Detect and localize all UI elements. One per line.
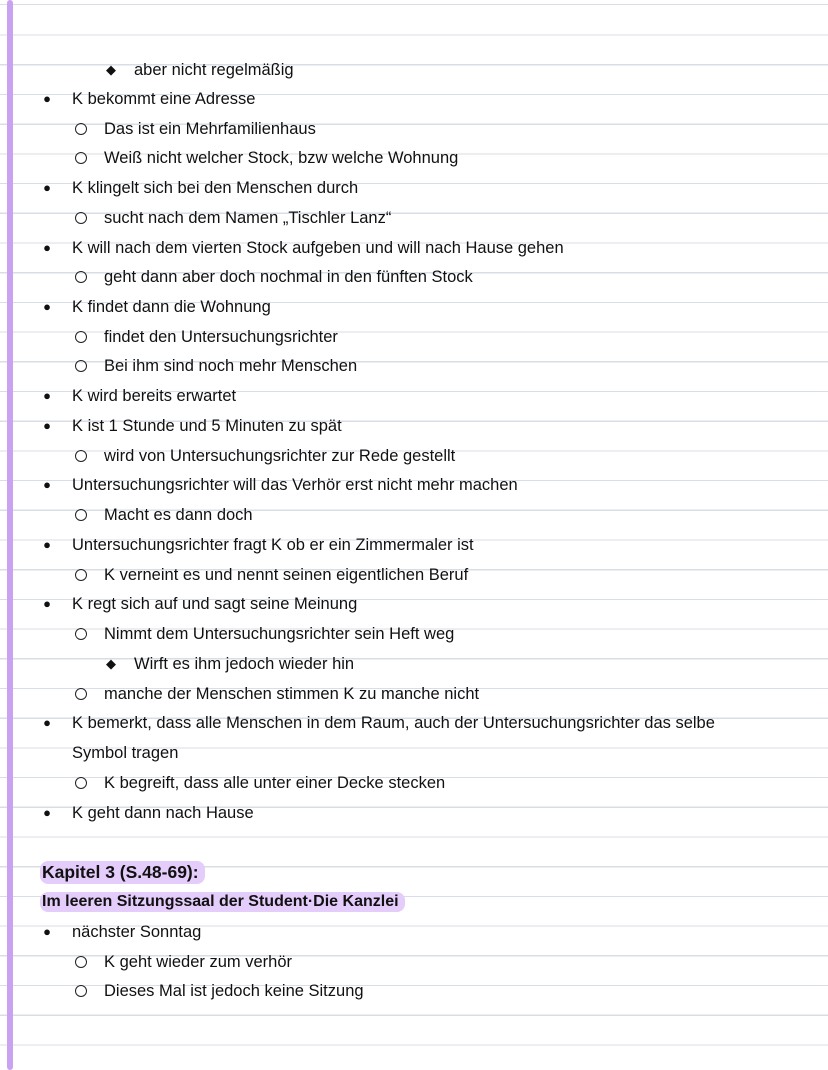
bullet-icon: ● (43, 388, 51, 403)
list-item-text: K bekommt eine Adresse (72, 90, 256, 108)
bullet-icon: ● (43, 299, 51, 314)
chapter-subtitle (40, 887, 405, 917)
bullet-icon: ● (43, 180, 51, 195)
list-item-text: K begreift, dass alle unter einer Decke stecken (104, 774, 446, 792)
circle-bullet-icon (72, 500, 90, 530)
list-item-text: K klingelt sich bei den Menschen durch (72, 179, 359, 197)
circle-bullet-icon (72, 143, 90, 173)
list-item-text: aber nicht regelmäßig (134, 61, 294, 79)
diamond-bullet-icon: ◆ (106, 62, 116, 77)
list-item-text: findet den Untersuchungsrichter (104, 328, 338, 346)
bullet-icon: ● (43, 924, 51, 939)
circle-bullet-icon (72, 768, 90, 798)
list-item-text: sucht nach dem Namen „Tischler Lanz“ (104, 209, 392, 227)
bullet-icon: ● (43, 596, 51, 611)
list-item-text: K wird bereits erwartet (72, 387, 237, 405)
list-item-text: K geht wieder zum verhör (104, 953, 293, 971)
circle-bullet-icon (72, 203, 90, 233)
list-item-text: Das ist ein Mehrfamilienhaus (104, 120, 316, 138)
list-item-text: wird von Untersuchungsrichter zur Rede gestellt (104, 447, 456, 465)
chapter-subtitle-text: Im leeren Sitzungssaal der Student·Die Kanzlei (40, 892, 405, 912)
chapter-title-text: Kapitel 3 (S.48-69): (40, 861, 205, 884)
list-item-text: manche der Menschen stimmen K zu manche nicht (104, 685, 480, 703)
circle-bullet-icon (72, 441, 90, 471)
list-item-text: K geht dann nach Hause (72, 804, 254, 822)
list-item-text: geht dann aber doch nochmal in den fünften Stock (104, 268, 473, 286)
list-item-text: Macht es dann doch (104, 506, 253, 524)
bullet-icon: ● (43, 418, 51, 433)
circle-bullet-icon (72, 322, 90, 352)
circle-bullet-icon (72, 947, 90, 977)
bullet-icon: ● (43, 715, 51, 730)
list-item-text: Nimmt dem Untersuchungsrichter sein Heft weg (104, 625, 455, 643)
bullet-icon: ● (43, 537, 51, 552)
list-item-text: K bemerkt, dass alle Menschen in dem Raum, auch der Untersuchungsrichter das selbe (72, 714, 715, 732)
circle-bullet-icon (72, 114, 90, 144)
circle-bullet-icon (72, 976, 90, 1006)
list-item-text: Symbol tragen (72, 744, 179, 762)
diamond-bullet-icon: ◆ (106, 656, 116, 671)
list-item-text: Wirft es ihm jedoch wieder hin (134, 655, 355, 673)
circle-bullet-icon (72, 679, 90, 709)
list-item-text: K ist 1 Stunde und 5 Minuten zu spät (72, 417, 342, 435)
bullet-icon: ● (43, 240, 51, 255)
list-item-text: Bei ihm sind noch mehr Menschen (104, 357, 358, 375)
list-item-text: K regt sich auf und sagt seine Meinung (72, 595, 358, 613)
list-item-text: Dieses Mal ist jedoch keine Sitzung (104, 982, 364, 1000)
circle-bullet-icon (72, 619, 90, 649)
circle-bullet-icon (72, 262, 90, 292)
list-item-text: nächster Sonntag (72, 923, 202, 941)
bullet-icon: ● (43, 477, 51, 492)
circle-bullet-icon (72, 351, 90, 381)
list-item-text: Untersuchungsrichter will das Verhör erst nicht mehr machen (72, 476, 518, 494)
list-item-text: K findet dann die Wohnung (72, 298, 271, 316)
list-item-text: Untersuchungsrichter fragt K ob er ein Zimmermaler ist (72, 536, 474, 554)
list-item-text: K will nach dem vierten Stock aufgeben und will nach Hause gehen (72, 239, 564, 257)
list-item-text: K verneint es und nennt seinen eigentlichen Beruf (104, 566, 469, 584)
bullet-icon: ● (43, 805, 51, 820)
circle-bullet-icon (72, 560, 90, 590)
chapter-title (40, 857, 205, 887)
list-item-text: Weiß nicht welcher Stock, bzw welche Wohnung (104, 149, 459, 167)
bullet-icon: ● (43, 91, 51, 106)
margin-line (7, 0, 13, 1070)
